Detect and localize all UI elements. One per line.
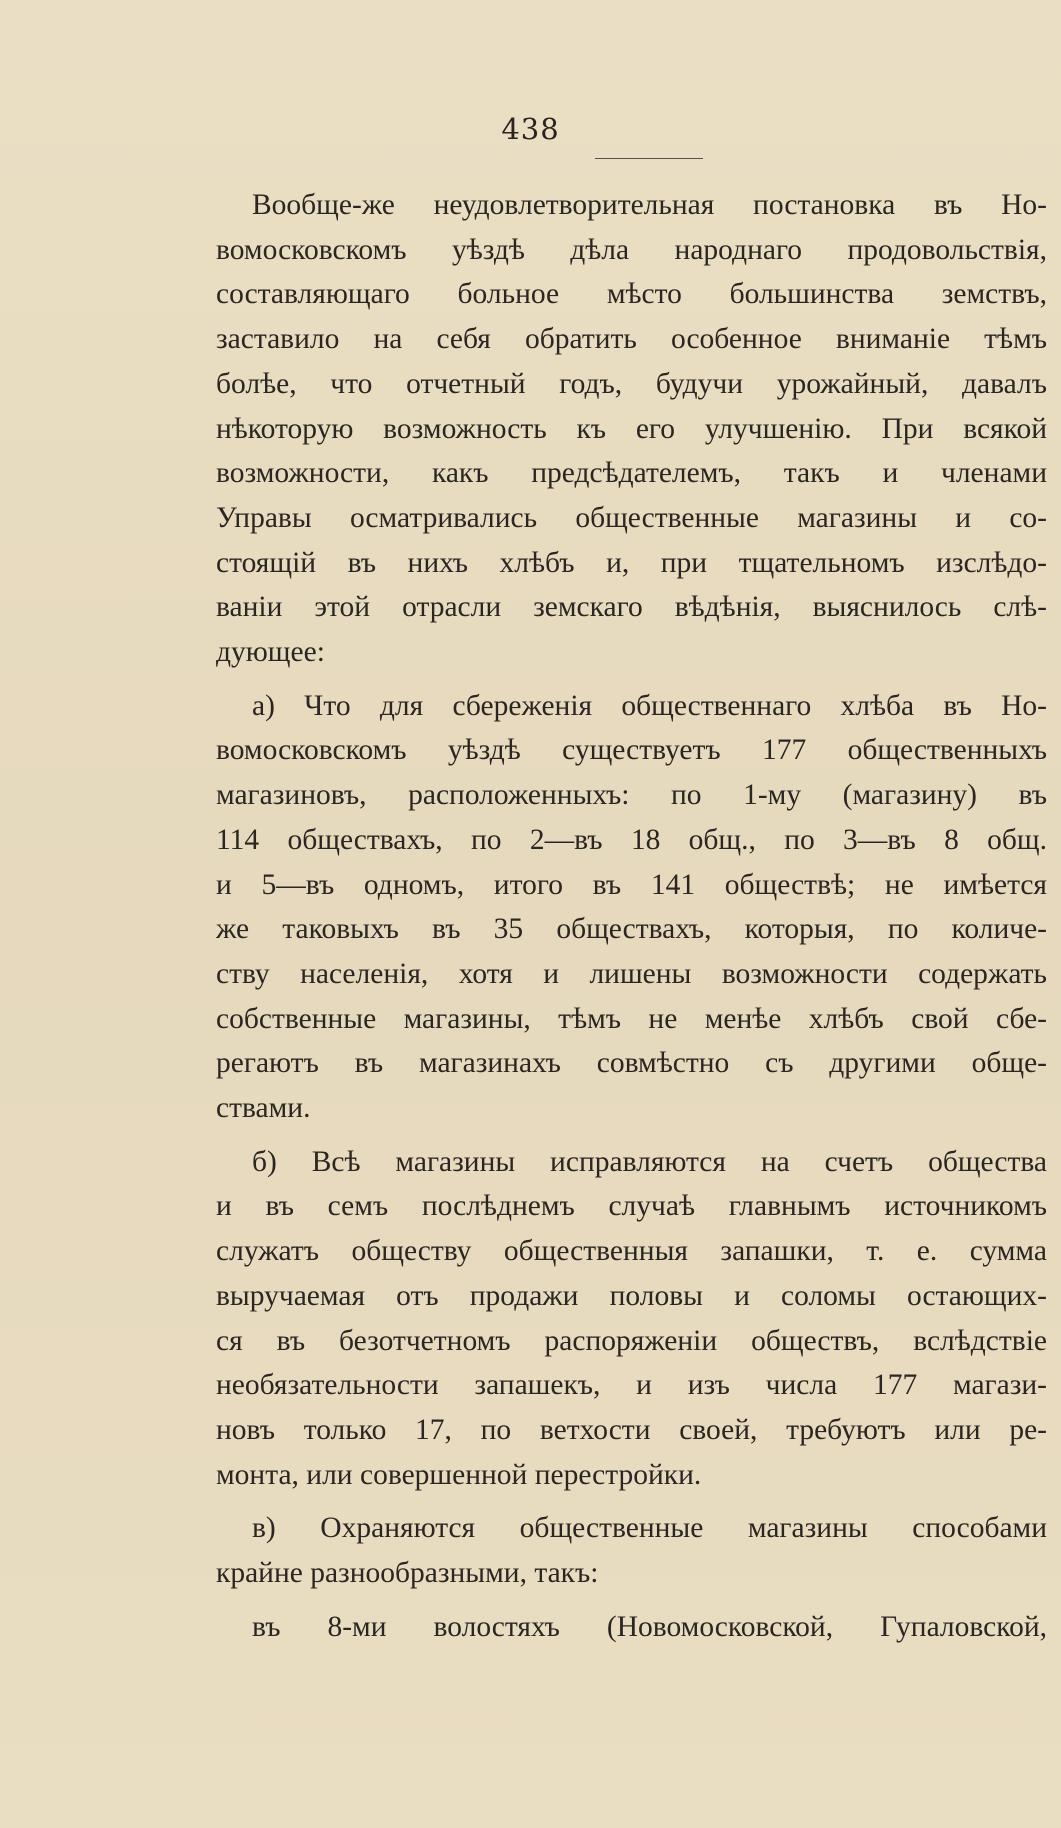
text-line: составляющаго больное мѣсто большинства земствъ, [216,278,1047,311]
paragraph-gap [216,675,1047,684]
text-line: стоящій въ нихъ хлѣбъ и, при тщательномъ изслѣдо- [216,546,1047,579]
text-line: возможности, какъ предсѣдателемъ, такъ и членами [216,457,1047,490]
text-line: б) Всѣ магазины исправляются на счетъ общества [252,1145,1047,1178]
text-line: ваніи этой отрасли земскаго вѣдѣнія, выяснилось слѣ- [216,591,1047,624]
text-line: болѣе, что отчетный годъ, будучи урожайный, давалъ [216,367,1047,400]
text-line: заставило на себя обратить особенное вниманіе тѣмъ [216,323,1047,356]
text-line: ству населенія, хотя и лишены возможности содержать [216,957,1047,990]
text-line: и 5—въ одномъ, итого въ 141 обществѣ; не имѣется [216,868,1047,901]
paragraph-gap [216,1497,1047,1506]
page-number: 438 [501,112,560,146]
text-line: новъ только 17, по ветхости своей, требуютъ или ре- [216,1413,1047,1446]
text-line: ствами. [216,1092,311,1125]
text-line: ся въ безотчетномъ распоряженіи обществъ, вслѣдствіе [216,1324,1047,1357]
text-line: въ 8-ми волостяхъ (Новомосковской, Гупаловской, [252,1610,1047,1643]
text-line: а) Что для сбереженія общественнаго хлѣба въ Но- [252,689,1047,722]
text-line: нѣкоторую возможность къ его улучшенію. При всякой [216,412,1047,445]
text-line: магазиновъ, расположенныхъ: по 1-му (магазину) въ [216,779,1047,812]
header-rule [595,158,703,159]
text-line: в) Охраняются общественные магазины способами [252,1512,1047,1545]
text-line: вомосковскомъ уѣздѣ существуетъ 177 общественныхъ [216,734,1047,767]
body-text [216,183,1047,1650]
text-line: 114 обществахъ, по 2—въ 18 общ., по 3—въ 8 общ. [216,823,1047,856]
text-line: вомосковскомъ уѣздѣ дѣла народнаго продовольствія, [216,233,1047,266]
text-line: регаютъ въ магазинахъ совмѣстно съ другими обще- [216,1047,1047,1080]
text-line: дующее: [216,636,325,669]
text-line: выручаемая отъ продажи половы и соломы остающих- [216,1279,1047,1312]
paragraph-gap [216,1596,1047,1605]
text-line: Вообще-же неудовлетворительная постановка въ Но- [252,189,1047,221]
paragraph-gap [216,1131,1047,1140]
text-line: крайне разнообразными, такъ: [216,1557,599,1590]
text-line: монта, или совершенной перестройки. [216,1458,702,1491]
text-line: служатъ обществу общественныя запашки, т. е. сумма [216,1235,1047,1268]
text-line: собственные магазины, тѣмъ не менѣе хлѣбъ свой сбе- [216,1002,1047,1035]
text-line: же таковыхъ въ 35 обществахъ, которыя, по количе- [216,913,1047,946]
text-line: необязательности запашекъ, и изъ числа 177 магази- [216,1369,1047,1402]
text-line: и въ семъ послѣднемъ случаѣ главнымъ источникомъ [216,1190,1047,1223]
text-line: Управы осматривались общественные магазины и со- [216,501,1047,534]
